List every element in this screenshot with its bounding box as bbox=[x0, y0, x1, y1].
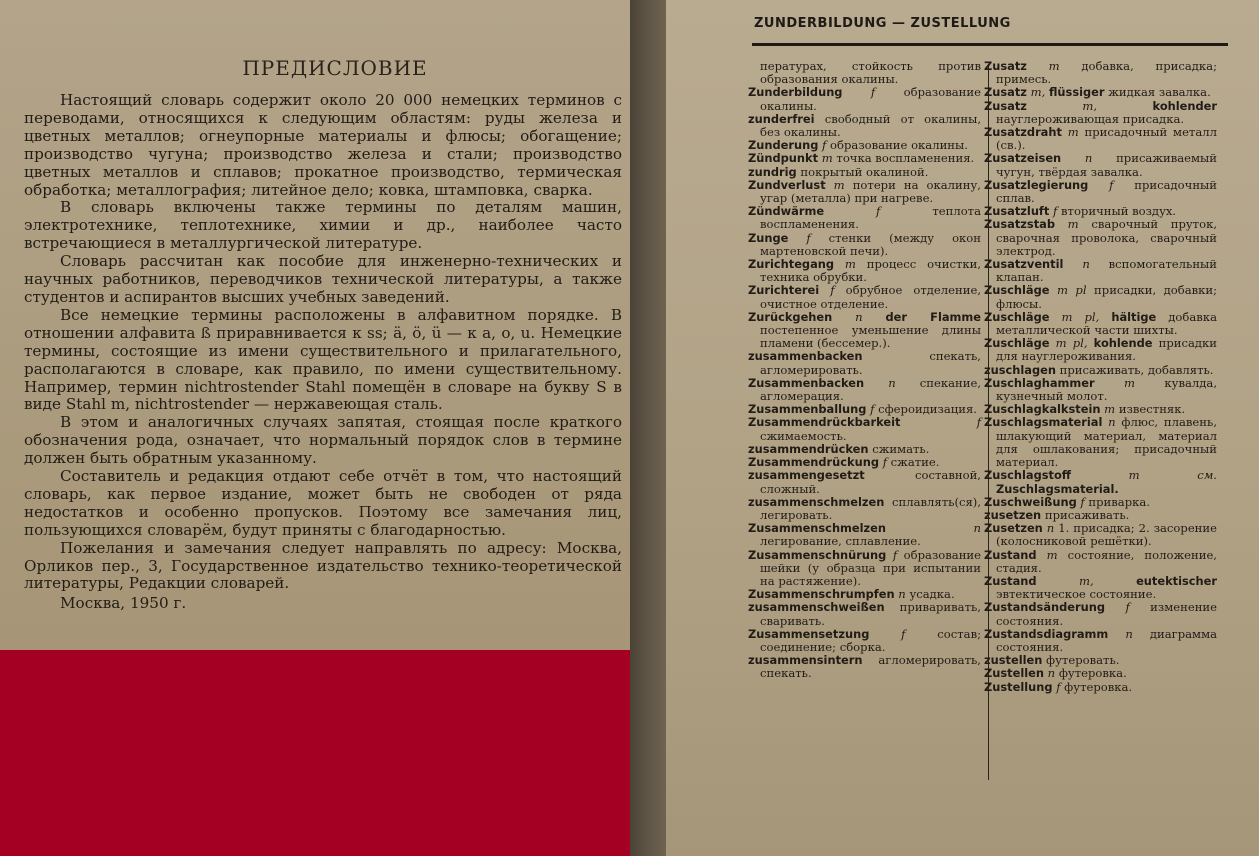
entry-headword: Zuschläge bbox=[984, 283, 1050, 298]
entry-headword: Zurichterei bbox=[748, 283, 820, 298]
entry-translation: флюс, плавень, шлакующий материал, материал для ошлакования; присадочный материал. bbox=[996, 415, 1218, 470]
entry-translation: эвтектическое состояние. bbox=[996, 587, 1157, 602]
entry-translation: присадки для науглероживания. bbox=[996, 336, 1218, 364]
entry-translation: образование шейки (у образца при испытании на растяжение). bbox=[760, 547, 982, 588]
entry-headword: Zustand bbox=[984, 573, 1037, 588]
entry-grammar: f bbox=[822, 138, 827, 153]
entry-headword: zusammenschmelzen bbox=[748, 494, 885, 509]
entry-translation: образование окалины. bbox=[830, 138, 968, 153]
dictionary-entry bbox=[748, 60, 981, 86]
dictionary-entry bbox=[748, 284, 981, 310]
entry-headword: zuschlagen bbox=[984, 362, 1056, 377]
entry-headword: Zunderbildung bbox=[748, 85, 843, 100]
entry-headword: Zuschläge bbox=[984, 336, 1050, 351]
dictionary-entry bbox=[748, 205, 981, 231]
entry-translation: вспомогательный клапан. bbox=[996, 257, 1218, 285]
entry-grammar: n bbox=[855, 309, 863, 324]
entry-grammar: f bbox=[882, 455, 887, 470]
entry-translation: присаживаемый чугун, твёрдая завалка. bbox=[996, 151, 1218, 179]
dictionary-entry bbox=[984, 100, 1217, 126]
entry-grammar: f bbox=[870, 402, 875, 417]
dictionary-column-left bbox=[748, 60, 981, 681]
entry-modifier: Zuschlagsmaterial. bbox=[996, 481, 1119, 496]
entry-headword: zustellen bbox=[984, 653, 1043, 668]
entry-translation: теплота воспламенения. bbox=[760, 204, 982, 232]
dictionary-entry bbox=[748, 469, 981, 495]
entry-grammar: n bbox=[1108, 415, 1116, 430]
entry-translation: сварочный пруток, сварочная проволока, сварочный электрод. bbox=[996, 217, 1218, 258]
dictionary-entry bbox=[984, 681, 1217, 694]
entry-translation: состав; соединение; сборка. bbox=[760, 626, 982, 654]
entry-grammar: n bbox=[1084, 151, 1093, 166]
entry-headword: Zusammenschrumpfen bbox=[748, 587, 895, 602]
entry-headword: Zusatzluft bbox=[984, 204, 1050, 219]
entry-grammar: n bbox=[888, 375, 896, 390]
entry-modifier: kohlender bbox=[1152, 98, 1217, 113]
entry-headword: Zurichtegang bbox=[748, 257, 835, 272]
entry-grammar: m bbox=[821, 151, 833, 166]
entry-grammar: m pl, bbox=[1061, 309, 1100, 324]
entry-grammar: m bbox=[1067, 125, 1079, 140]
entry-translation: сжатие. bbox=[890, 455, 940, 470]
entry-translation: футеровать. bbox=[1046, 653, 1120, 668]
entry-translation: добавка, присадка; примесь. bbox=[996, 59, 1217, 87]
entry-grammar: m, bbox=[1078, 573, 1094, 588]
dictionary-entry bbox=[748, 416, 981, 442]
entry-headword: Zusammenschnürung bbox=[748, 547, 887, 562]
entry-translation: сжимать. bbox=[872, 441, 930, 456]
entry-grammar: f bbox=[1080, 494, 1085, 509]
entry-headword: Zuschläge bbox=[984, 309, 1050, 324]
dictionary-entry bbox=[984, 377, 1217, 403]
entry-translation: спекать, агломерировать. bbox=[760, 349, 981, 377]
entry-headword: Zusetzen bbox=[984, 521, 1043, 536]
dictionary-column-right bbox=[984, 60, 1217, 694]
preface-title: ПРЕДИСЛОВИЕ bbox=[242, 56, 428, 80]
preface-paragraph: Настоящий словарь содержит около 20 000 немецких терминов с переводами, относящихся к следующим областям: руды железа и цветных металлов; огнеупорные материалы и флюсы; обогащение; производство чугуна; производство железа и стали; производство цветных металлов и сплавов; прокатное производство, термическая обработка; металлография; литейное дело; ковка, штамповка, сварка. bbox=[24, 91, 622, 199]
entry-headword: Zuschlagstoff bbox=[984, 468, 1072, 483]
entry-translation: точка воспламенения. bbox=[836, 151, 975, 166]
entry-grammar: n bbox=[1046, 521, 1055, 536]
entry-translation: диаграмма состояния. bbox=[996, 626, 1217, 654]
entry-headword: zusammenbacken bbox=[748, 349, 863, 364]
entry-translation: сфероидизация. bbox=[878, 402, 977, 417]
dictionary-entry bbox=[984, 60, 1217, 86]
entry-translation: стенки (между окон мартеновской печи). bbox=[760, 230, 982, 258]
preface-paragraph: Все немецкие термины расположены в алфавитном порядке. В отношении алфавита ß приравнивается к ss; ä, ö, ü — к a, o, u. Немецкие термины, состоящие из имени существительного и прилагательного, располагаются в словаре, как правило, по имени существительному. Например, термин nichtrostender Stahl помещён в словаре на букву S в виде Stahl m, nichtrostender — нержавеющая сталь. bbox=[24, 305, 622, 414]
left-page-preface bbox=[0, 0, 630, 650]
entry-translation: футеровка. bbox=[1064, 679, 1133, 694]
entry-translation: известняк. bbox=[1118, 402, 1186, 417]
entry-grammar: m, bbox=[1082, 98, 1098, 113]
entry-translation: сжимаемость. bbox=[760, 428, 847, 443]
entry-translation: футеровка. bbox=[1058, 666, 1127, 681]
entry-headword: Zusammendrückbarkeit bbox=[748, 415, 901, 430]
dictionary-entry bbox=[984, 218, 1217, 258]
entry-grammar: m см. bbox=[1128, 468, 1217, 483]
entry-grammar: n bbox=[1047, 666, 1056, 681]
entry-translation: покрытый окалиной. bbox=[800, 164, 929, 179]
entry-grammar: f bbox=[1125, 600, 1130, 615]
entry-grammar: f bbox=[976, 415, 981, 430]
entry-headword: zusammendrücken bbox=[748, 441, 869, 456]
preface-date: Москва, 1950 г. bbox=[60, 594, 187, 613]
entry-grammar: n bbox=[1125, 626, 1133, 641]
entry-headword: Zustandsänderung bbox=[984, 600, 1105, 615]
dictionary-entry bbox=[984, 152, 1217, 178]
dictionary-entry bbox=[748, 628, 981, 654]
entry-headword: Zuschlagsmaterial bbox=[984, 415, 1103, 430]
entry-headword: Zündpunkt bbox=[748, 151, 819, 166]
preface-paragraph: Составитель и редакция отдают себе отчёт в том, что настоящий словарь, как первое издание, может быть не свободен от ряда недостатков и особенно пропусков. Поэтому все замечания лиц, пользующихся словарём, будут приняты с благодарностью. bbox=[24, 467, 622, 539]
entry-headword: Zusatzlegierung bbox=[984, 177, 1089, 192]
entry-translation: пературах, стойкость против образования окалины. bbox=[760, 59, 981, 87]
dictionary-entry bbox=[984, 549, 1217, 575]
dictionary-entry bbox=[748, 113, 981, 139]
entry-grammar: n bbox=[973, 521, 981, 536]
entry-grammar: m pl, bbox=[1055, 336, 1088, 351]
dictionary-entry bbox=[984, 179, 1217, 205]
preface-paragraph: Словарь рассчитан как пособие для инженерно-технических и научных работников, переводчиков технической литературы, а также студентов и аспирантов высших учебных заведений. bbox=[24, 252, 622, 306]
entry-translation: добавка металлической части шихты. bbox=[996, 309, 1217, 338]
entry-grammar: f bbox=[1109, 177, 1114, 192]
entry-headword: Zuschweißung bbox=[984, 494, 1077, 509]
entry-headword: Zusammenbacken bbox=[748, 375, 865, 390]
dictionary-entry bbox=[984, 416, 1217, 469]
dictionary-entry bbox=[984, 575, 1217, 601]
entry-grammar: f bbox=[870, 85, 876, 100]
entry-translation: приварка. bbox=[1088, 494, 1150, 509]
dictionary-entry bbox=[748, 522, 981, 548]
preface-body bbox=[24, 92, 622, 613]
entry-translation: присадочный металл (св.). bbox=[996, 125, 1217, 153]
entry-modifier: flüssiger bbox=[1048, 85, 1105, 100]
entry-headword: Zusammensetzung bbox=[748, 626, 870, 641]
entry-headword: Zusatzventil bbox=[984, 257, 1064, 272]
entry-grammar: f bbox=[876, 204, 881, 219]
entry-translation: вторичный воздух. bbox=[1061, 204, 1177, 219]
entry-headword: Zunge bbox=[748, 230, 789, 245]
entry-grammar: m bbox=[1067, 217, 1079, 232]
entry-headword: Zusatzstab bbox=[984, 217, 1055, 232]
entry-headword: Zusatzeisen bbox=[984, 151, 1062, 166]
entry-grammar: f bbox=[901, 626, 906, 641]
entry-translation: легирование, сплавление. bbox=[760, 534, 921, 549]
entry-headword: zundrig bbox=[748, 164, 797, 179]
entry-grammar: m bbox=[1048, 59, 1060, 73]
entry-modifier: kohlende bbox=[1093, 336, 1153, 351]
entry-translation: состояние, положение, стадия. bbox=[996, 547, 1217, 575]
entry-headword: zusetzen bbox=[984, 507, 1042, 522]
entry-grammar: m bbox=[833, 177, 845, 192]
entry-translation: процесс очистки, техника обрубки. bbox=[760, 257, 982, 285]
entry-grammar: f bbox=[806, 230, 811, 245]
entry-translation: науглероживающая присадка. bbox=[996, 111, 1185, 126]
entry-translation: обрубное отделение, очистное отделение. bbox=[760, 283, 982, 311]
dictionary-entry bbox=[748, 86, 981, 112]
entry-headword: Zustellung bbox=[984, 679, 1053, 694]
dictionary-entry bbox=[984, 337, 1217, 363]
entry-translation: присадочный сплав. bbox=[996, 177, 1218, 206]
entry-headword: Zündwärme bbox=[748, 204, 825, 219]
dictionary-entry bbox=[748, 350, 981, 376]
entry-translation: усадка. bbox=[909, 587, 955, 602]
entry-headword: zusammensintern bbox=[748, 653, 863, 668]
entry-headword: Zundverlust bbox=[748, 177, 826, 192]
dictionary-entry bbox=[748, 179, 981, 205]
entry-headword: Zunderung bbox=[748, 138, 819, 153]
entry-grammar: n bbox=[1082, 257, 1090, 272]
entry-translation: агломерировать, спекать. bbox=[760, 653, 981, 681]
entry-headword: Zustandsdiagramm bbox=[984, 626, 1109, 641]
entry-headword: Zusammenschmelzen bbox=[748, 521, 887, 536]
entry-grammar: m bbox=[1124, 375, 1136, 390]
entry-modifier: der Flamme bbox=[885, 309, 981, 324]
entry-grammar: f bbox=[1053, 204, 1058, 219]
entry-grammar: m bbox=[1104, 402, 1116, 417]
entry-grammar: m bbox=[1046, 547, 1058, 562]
entry-headword: zunderfrei bbox=[748, 111, 815, 126]
dictionary-entry bbox=[748, 377, 981, 403]
entry-translation: кувалда, кузнечный молот. bbox=[996, 375, 1217, 404]
entry-headword: Zuschlagkalkstein bbox=[984, 402, 1101, 417]
entry-grammar: f bbox=[1056, 679, 1061, 694]
preface-paragraph: В этом и аналогичных случаях запятая, стоящая после краткого обозначения рода, означает, что нормальный порядок слов в термине должен быть обратным указанному. bbox=[24, 413, 622, 468]
dictionary-entry bbox=[748, 654, 981, 680]
book-gutter bbox=[630, 0, 666, 856]
preface-paragraph: Пожелания и замечания следует направлять по адресу: Москва, Орликов пер., 3, Государственное издательство технико-теоретической литературы, Редакции словарей. bbox=[24, 538, 622, 593]
dictionary-entry bbox=[748, 601, 981, 627]
dictionary-entry bbox=[984, 126, 1217, 152]
dictionary-entry bbox=[984, 311, 1217, 337]
preface-paragraph: В словарь включены также термины по деталям машин, электротехнике, теплотехнике, химии и др., наиболее часто встречающиеся в металлургической литературе. bbox=[24, 198, 622, 253]
dictionary-entry bbox=[984, 258, 1217, 284]
entry-translation: присаживать. bbox=[1044, 507, 1130, 522]
header-rule bbox=[752, 43, 1228, 46]
entry-headword: zusammenschweißen bbox=[748, 600, 885, 615]
entry-translation: потери на окалину, угар (металла) при нагреве. bbox=[760, 177, 981, 206]
entry-translation: свободный от окалины, без окалины. bbox=[760, 111, 982, 140]
red-overlay-block bbox=[0, 650, 630, 856]
entry-translation: жидкая завалка. bbox=[1108, 85, 1211, 100]
entry-headword: Zusatz bbox=[984, 98, 1027, 113]
entry-translation: сплавлять(ся), легировать. bbox=[760, 494, 981, 522]
dictionary-entry bbox=[984, 469, 1217, 495]
entry-translation: присаживать, добавлять. bbox=[1059, 362, 1214, 377]
dictionary-entry bbox=[748, 232, 981, 258]
entry-translation: спекание, агломерация. bbox=[760, 375, 982, 404]
dictionary-entry bbox=[984, 284, 1217, 310]
entry-translation: изменение состояния. bbox=[996, 600, 1218, 628]
entry-headword: Zusammenballung bbox=[748, 402, 867, 417]
entry-translation: образование окалины. bbox=[760, 85, 981, 113]
dictionary-entry bbox=[748, 496, 981, 522]
entry-grammar: n bbox=[898, 587, 906, 602]
entry-grammar: m bbox=[844, 257, 856, 272]
running-head: ZUNDERBILDUNG — ZUSTELLUNG bbox=[754, 16, 1011, 31]
entry-headword: Zuschlaghammer bbox=[984, 375, 1095, 390]
entry-headword: zusammengesetzt bbox=[748, 468, 865, 483]
entry-modifier: hältige bbox=[1111, 309, 1157, 324]
entry-headword: Zusatz bbox=[984, 59, 1027, 73]
dictionary-entry bbox=[984, 601, 1217, 627]
entry-headword: Zusatzdraht bbox=[984, 125, 1062, 140]
entry-headword: Zustand bbox=[984, 547, 1037, 562]
dictionary-entry bbox=[984, 522, 1217, 548]
entry-translation: составной, сложный. bbox=[760, 468, 981, 496]
entry-grammar: f bbox=[830, 283, 835, 298]
right-page-dictionary bbox=[666, 0, 1259, 856]
entry-headword: Zurückgehen bbox=[748, 309, 833, 324]
entry-grammar: m, bbox=[1030, 85, 1046, 100]
entry-translation: приваривать, сваривать. bbox=[760, 600, 981, 628]
entry-translation: присадки, добавки; флюсы. bbox=[996, 283, 1218, 311]
entry-headword: Zusatz bbox=[984, 85, 1027, 100]
dictionary-entry bbox=[748, 311, 981, 351]
entry-headword: Zusammendrückung bbox=[748, 455, 879, 470]
entry-grammar: m pl bbox=[1056, 283, 1087, 298]
dictionary-entry bbox=[748, 258, 981, 284]
dictionary-entry bbox=[984, 628, 1217, 654]
entry-grammar: f bbox=[892, 547, 898, 562]
entry-headword: Zustellen bbox=[984, 666, 1044, 681]
entry-translation: постепенное уменьшение длины пламени (бессемер.). bbox=[760, 323, 981, 351]
entry-modifier: eutektischer bbox=[1136, 573, 1217, 588]
dictionary-entry bbox=[748, 549, 981, 589]
entry-translation: 1. присадка; 2. засорение (колосниковой решётки). bbox=[996, 521, 1217, 549]
